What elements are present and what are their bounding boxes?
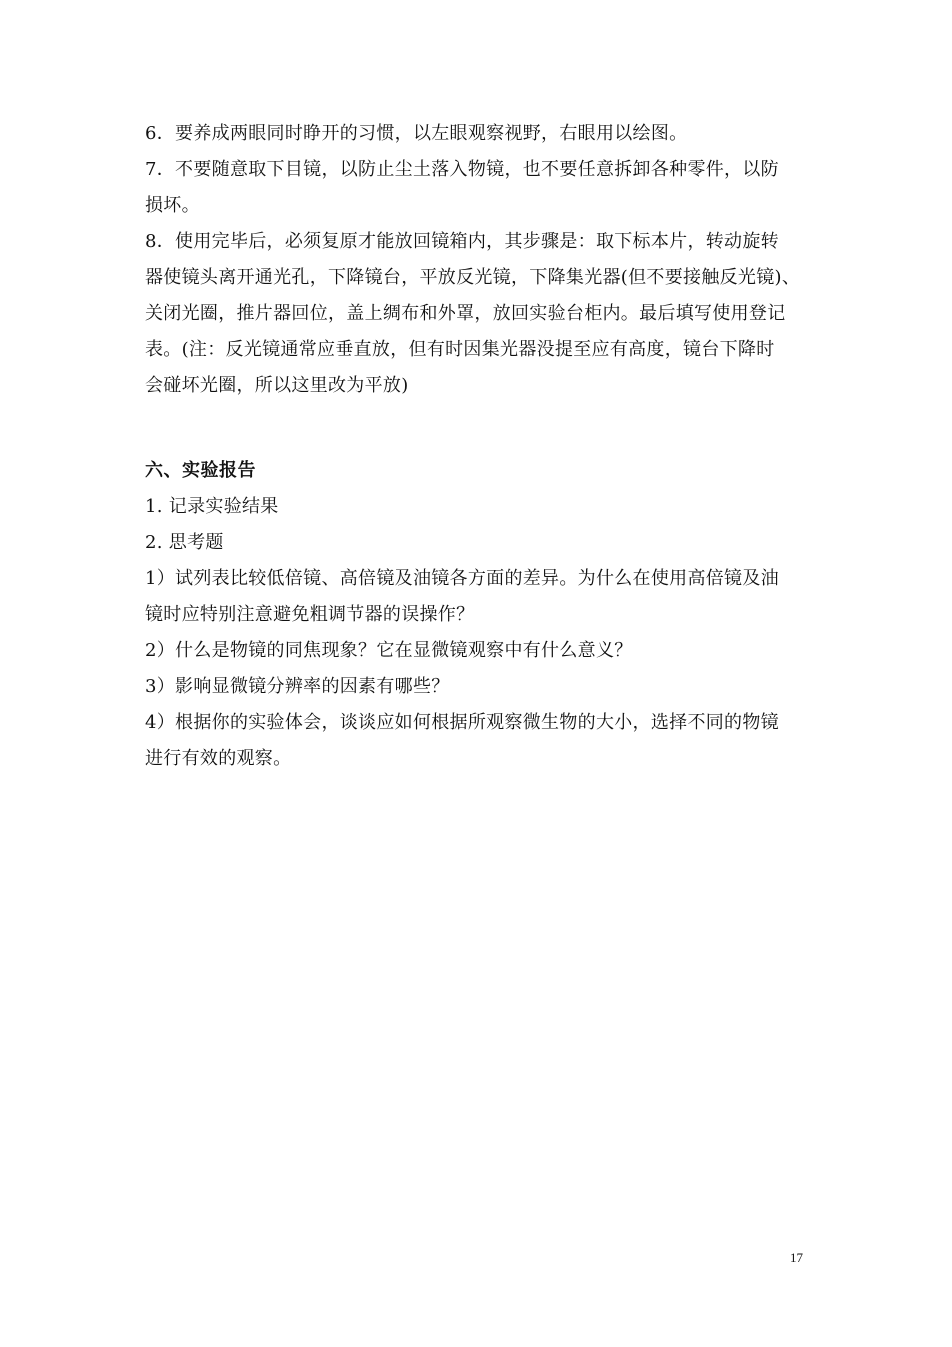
- report-item-1: 1. 记录实验结果: [145, 496, 279, 517]
- question-4-line-2: 进行有效的观察。: [145, 748, 292, 769]
- item-8-line-4: 表。(注：反光镜通常应垂直放，但有时因集光器没提至应有高度，镜台下降时: [145, 339, 775, 360]
- report-item-2: 2. 思考题: [145, 532, 224, 553]
- question-1-line-2: 镜时应特别注意避免粗调节器的误操作？: [145, 604, 475, 625]
- question-4-line-1: 4）根据你的实验体会，谈谈应如何根据所观察微生物的大小，选择不同的物镜: [145, 712, 779, 733]
- item-8-line-3: 关闭光圈，推片器回位，盖上绸布和外罩，放回实验台柜内。最后填写使用登记: [145, 303, 786, 324]
- question-3: 3）影响显微镜分辨率的因素有哪些？: [145, 676, 450, 697]
- item-8-line-2: 器使镜头离开通光孔，下降镜台，平放反光镜，下降集光器(但不要接触反光镜)、: [145, 267, 801, 288]
- item-7-line-1: 7．不要随意取下目镜，以防止尘土落入物镜，也不要任意拆卸各种零件，以防: [145, 159, 779, 180]
- section-heading: 六、实验报告: [145, 460, 256, 481]
- instructions-list: [145, 116, 810, 404]
- page-number: 17: [790, 1250, 803, 1265]
- question-1-line-1: 1）试列表比较低倍镜、高倍镜及油镜各方面的差异。为什么在使用高倍镜及油: [145, 568, 779, 589]
- item-8-line-5: 会碰坏光圈，所以这里改为平放): [145, 375, 409, 396]
- item-7-line-2: 损坏。: [145, 195, 200, 216]
- experiment-report-section: [145, 453, 810, 777]
- item-6-line: 6．要养成两眼同时睁开的习惯，以左眼观察视野，右眼用以绘图。: [145, 123, 688, 144]
- item-8-line-1: 8．使用完毕后，必须复原才能放回镜箱内，其步骤是：取下标本片，转动旋转: [145, 231, 779, 252]
- question-2: 2）什么是物镜的同焦现象？它在显微镜观察中有什么意义？: [145, 640, 633, 661]
